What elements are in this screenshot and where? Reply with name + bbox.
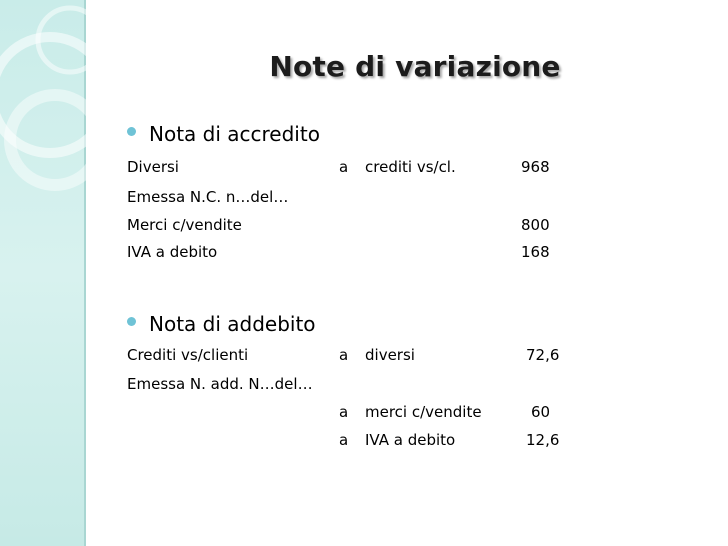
row1-amount: 968 — [521, 158, 550, 176]
row5-counter-account: diversi — [365, 346, 415, 364]
row1-a: a — [339, 158, 349, 176]
bullet-icon — [127, 317, 136, 326]
row3-amount: 800 — [521, 216, 550, 234]
section-heading-addebito — [127, 312, 316, 336]
row5-amount: 72,6 — [526, 346, 560, 364]
row5-a: a — [339, 346, 349, 364]
row8-counter-account: IVA a debito — [365, 431, 456, 449]
row8-amount: 12,6 — [526, 431, 560, 449]
slide-title: Note di variazione — [269, 50, 561, 83]
row8-a: a — [339, 431, 349, 449]
row7-amount: 60 — [531, 403, 551, 421]
section-heading-accredito — [127, 122, 320, 146]
row2-description: Emessa N.C. n…del… — [127, 188, 289, 206]
bullet-icon — [127, 127, 136, 136]
row5-account: Crediti vs/clienti — [127, 346, 249, 364]
row7-counter-account: merci c/vendite — [365, 403, 482, 421]
heading-text: Nota di accredito — [149, 122, 320, 146]
row1-counter-account: crediti vs/cl. — [365, 158, 456, 176]
row1-account: Diversi — [127, 158, 179, 176]
row3-account: Merci c/vendite — [127, 216, 242, 234]
row7-a: a — [339, 403, 349, 421]
row4-account: IVA a debito — [127, 243, 218, 261]
row6-description: Emessa N. add. N…del… — [127, 375, 313, 393]
row4-amount: 168 — [521, 243, 550, 261]
heading-text: Nota di addebito — [149, 312, 316, 336]
